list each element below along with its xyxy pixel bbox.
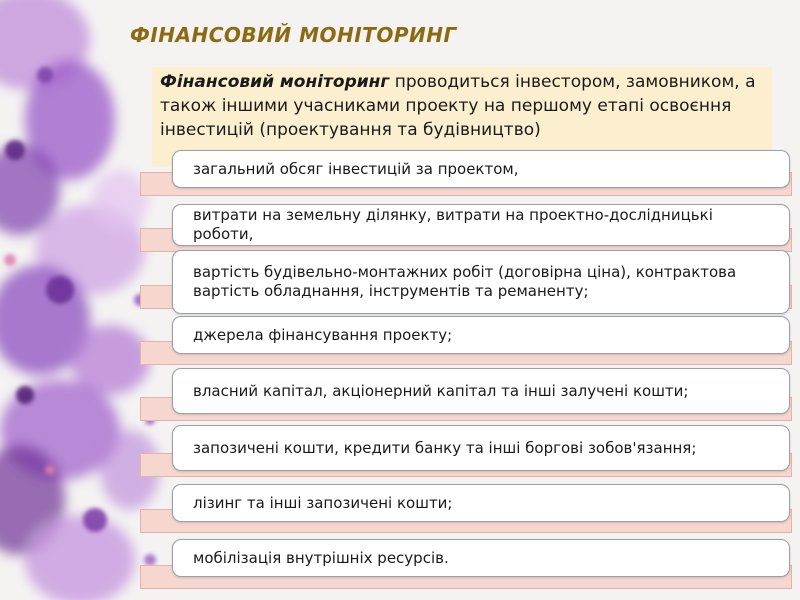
list-item — [172, 150, 790, 188]
list-item — [172, 316, 790, 354]
slide-title: ФІНАНСОВИЙ МОНІТОРИНГ — [130, 23, 457, 47]
list-item — [172, 484, 790, 522]
list-item — [172, 250, 790, 314]
list-item-text: мобілізація внутрішніх ресурсів. — [193, 548, 449, 567]
list-item — [172, 368, 790, 414]
list-item-text: джерела фінансування проекту; — [193, 325, 453, 344]
list-item — [172, 204, 790, 246]
list-item-text: витрати на земельну ділянку, витрати на проектно-дослідницькі роботи, — [193, 206, 713, 243]
list-item-text: вартість будівельно-монтажних робіт (договірна ціна), контрактова вартість обладнання, інструментів та реманенту; — [193, 263, 737, 300]
list-item-text: запозичені кошти, кредити банку та інші боргові зобов'язання; — [193, 438, 697, 457]
intro-bold-term: Фінансовий моніторинг — [160, 72, 390, 92]
list-item-text: загальний обсяг інвестицій за проектом, — [193, 159, 519, 178]
list-item-text: власний капітал, акціонерний капітал та інші залучені кошти; — [193, 381, 689, 400]
list-item — [172, 425, 790, 471]
list-item — [172, 539, 790, 577]
list-item-text: лізинг та інші запозичені кошти; — [193, 493, 453, 512]
intro-text: проводиться інвестором, замовником, а також іншими учасниками проекту на першому етапі освоєння інвестицій (проектування та будівництво) — [160, 72, 756, 140]
